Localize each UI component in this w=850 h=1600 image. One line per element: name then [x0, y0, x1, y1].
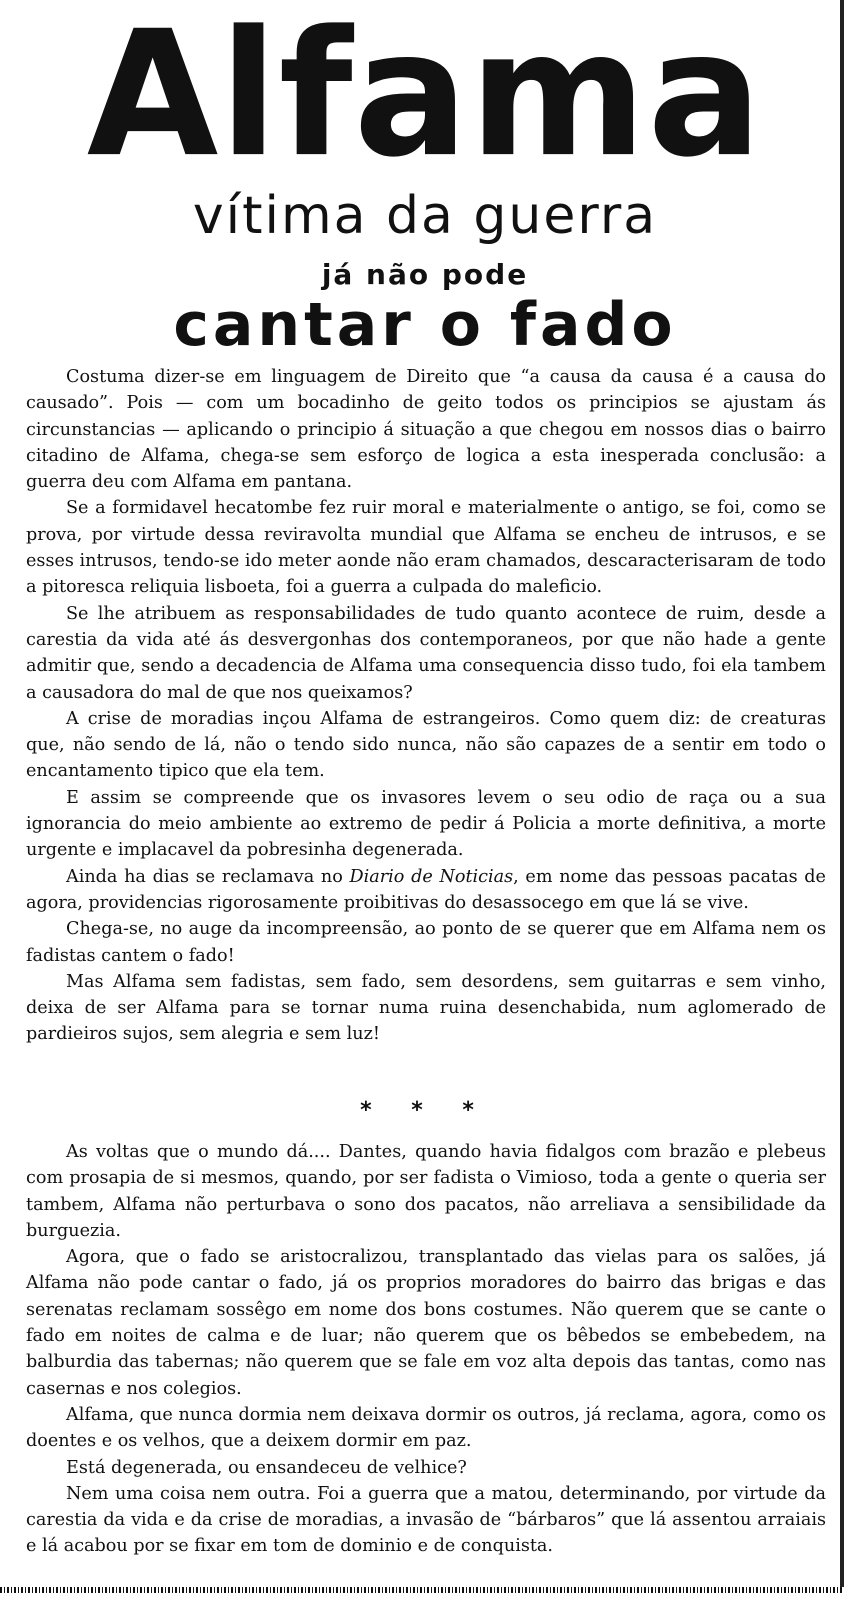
bottom-rule	[0, 1587, 844, 1593]
article-part-2	[26, 1139, 826, 1560]
paragraph: A crise de moradias inçou Alfama de estrangeiros. Como quem diz: de creaturas que, não sendo de lá, não o tendo sido nunca, não são capazes de a sentir em todo o encantamento tipico que ela tem.	[26, 708, 826, 782]
headline-line-3: já não pode	[321, 258, 529, 291]
paragraph	[26, 864, 826, 917]
paragraph-text: Ainda ha dias se reclamava no	[66, 866, 350, 887]
paragraph: Agora, que o fado se aristocralizou, transplantado das vielas para os salões, já Alfama não pode cantar o fado, já os proprios moradores do bairro das brigas e das serenatas reclamam sossêgo em nome dos bons costumes. Não querem que se cante o fado em noites de calma e de luar; não querem que os bêbedos se embebedem, na balburdia das tabernas; não querem que se fale em voz alta depois das tantas, como nas casernas e nos colegios.	[26, 1247, 826, 1399]
paragraph: Está degenerada, ou ensandeceu de velhice?	[66, 1457, 467, 1478]
headline-line-2: vítima da guerra	[192, 186, 658, 246]
paragraph: E assim se compreende que os invasores levem o seu odio de raça ou a sua ignorancia do meio ambiente ao extremo de pedir á Policia a morte definitiva, a morte urgente e implacavel da pobresinha degenerada.	[26, 787, 826, 861]
paragraph: Se lhe atribuem as responsabilidades de tudo quanto acontece de ruim, desde a carestia da vida até ás desvergonhas dos contemporaneos, por que não hade a gente admitir que, sendo a decadencia de Alfama uma consequencia disso tudo, foi ela tambem a causadora do mal de que nos queixamos?	[26, 603, 826, 703]
article-part-1	[26, 364, 826, 1048]
section-separator: * * *	[360, 1098, 490, 1123]
headline-main: Alfama	[86, 0, 764, 196]
headline-line-4: cantar o fado	[173, 290, 677, 360]
paragraph: Mas Alfama sem fadistas, sem fado, sem desordens, sem guitarras e sem vinho, deixa de ser Alfama para se tornar numa ruina desenchabida, num aglomerado de pardieiros sujos, sem alegria e sem luz!	[26, 971, 826, 1045]
newspaper-title: Diario de Noticias	[349, 866, 514, 887]
paragraph: Nem uma coisa nem outra. Foi a guerra que a matou, determinando, por virtude da carestia da vida e da crise de moradias, a invasão de “bárbaros” que lá assentou arraiais e lá acabou por se fixar em tom de dominio e de conquista.	[26, 1483, 826, 1557]
paragraph: As voltas que o mundo dá.... Dantes, quando havia fidalgos com brazão e plebeus com prosapia de si mesmos, quando, por ser fadista o Vimioso, toda a gente o queria ser tambem, Alfama não perturbava o sono dos pacatos, não arreliava a sensibilidade da burguezia.	[26, 1142, 826, 1241]
paragraph: Alfama, que nunca dormia nem deixava dormir os outros, já reclama, agora, como os doentes e os velhos, que a deixem dormir em paz.	[26, 1404, 826, 1452]
paragraph: Se a formidavel hecatombe fez ruir moral e materialmente o antigo, se foi, como se prova, por virtude dessa reviravolta mundial que Alfama se encheu de intrusos, e se esses intrusos, tendo-se ido meter aonde não eram chamados, descaracterisaram de todo a pitoresca reliquia lisboeta, foi a guerra a culpada do maleficio.	[26, 498, 826, 598]
paragraph-text: , em nome das pessoas pacatas de agora, providencias rigorosamente proibitivas do desassocego em que lá se vive.	[26, 866, 826, 913]
paragraph: Chega-se, no auge da incompreensão, ao ponto de se querer que em Alfama nem os fadistas cantem o fado!	[26, 919, 826, 966]
paragraph: Costuma dizer-se em linguagem de Direito que “a causa da causa é a causa do causado”. Pois — com um bocadinho de geito todos os principios se ajustam ás circunstancias — aplicando o principio á situação a que chegou em nossos dias o bairro citadino de Alfama, chega-se sem esforço de logica a esta inesperada conclusão: a guerra deu com Alfama em pantana.	[26, 367, 826, 493]
